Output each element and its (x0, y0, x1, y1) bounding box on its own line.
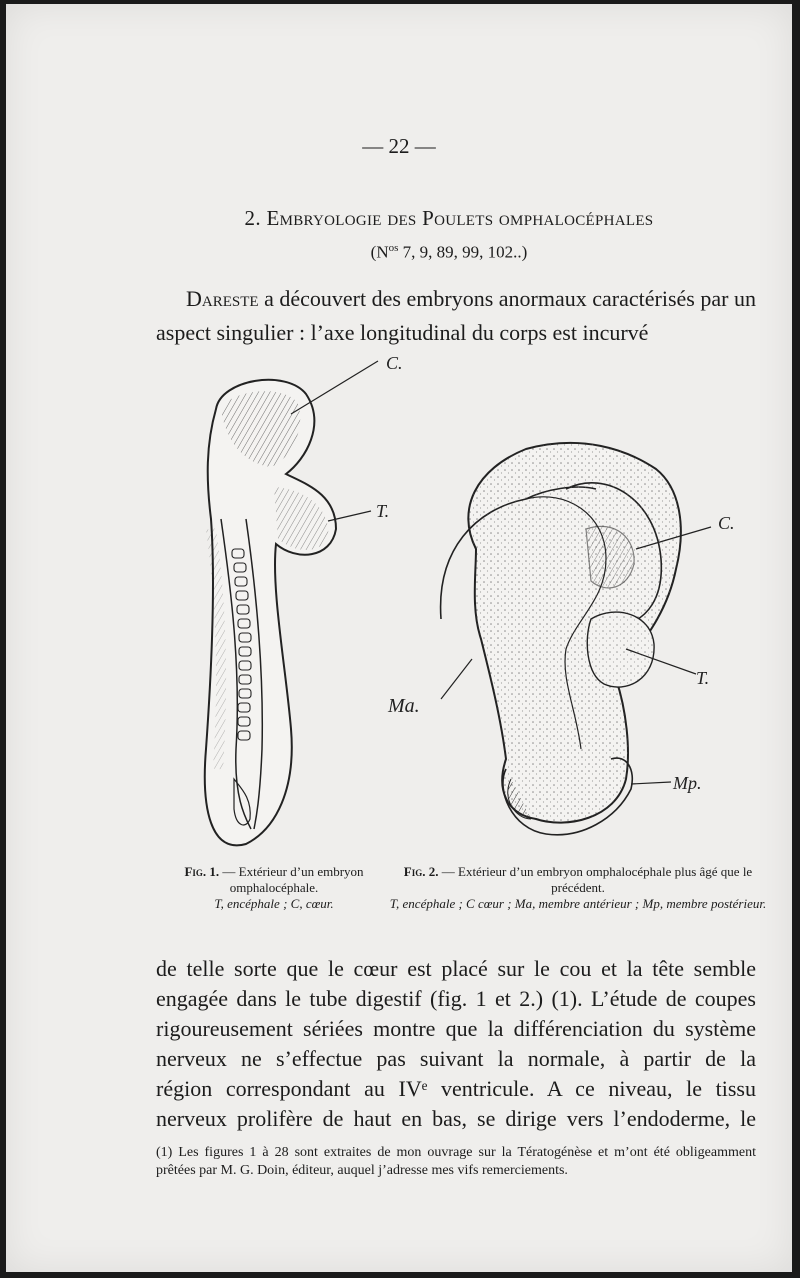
fig1-label-c: C. (386, 353, 403, 373)
footnote: (1) Les figures 1 à 28 sont extraites de mon ouvrage sur la Tératogénèse et m’ont été obligeamment prêtées par M. G. Doin, éditeur, auquel j’adresse mes vifs remerciements. (156, 1145, 756, 1178)
fig1-caption-legend: T, encéphale ; C, cœur. (214, 896, 334, 911)
refs-prefix: N (376, 242, 389, 262)
embryo-illustrations (6, 349, 792, 859)
body-line: nerveux prolifère de haut en bas, se dirige vers l’endoderme, le (156, 1106, 756, 1131)
page-number: — 22 — (362, 134, 436, 158)
intro-author: Dareste (186, 286, 259, 311)
refs-sup: os (388, 242, 399, 254)
fig2-caption-legend: T, encéphale ; C cœur ; Ma, membre antérieur ; Mp, membre postérieur. (389, 896, 767, 911)
intro-paragraph (156, 282, 756, 350)
fig1-caption-text: — Extérieur d’un embryon omphalocéphale. (219, 864, 364, 895)
body-paragraph (156, 954, 756, 1134)
fig2-caption-text: — Extérieur d’un embryon omphalocéphale plus âgé que le précédent. (438, 864, 753, 895)
body-line: rigoureusement sériées montre que la différenciation du système (156, 1016, 756, 1041)
section-number: 2. (244, 206, 261, 230)
figure-2-caption (388, 864, 768, 912)
fig1-caption-label: Fig. 1. (184, 864, 220, 879)
section-title-text: Embryologie des Poulets omphalocéphales (266, 206, 654, 230)
fig2-label-t: T. (696, 668, 710, 688)
body-line: région correspondant au IVᵉ ventricule. A ce niveau, le tissu (156, 1076, 756, 1101)
figure-2-drawing (441, 443, 711, 835)
figure-1-caption (174, 864, 374, 912)
section-references: ($N^{os}$ 7, 9, 89, 99, 102..) (370, 242, 528, 262)
body-line: engagée dans le tube digestif (fig. 1 et 2.) (1). L’étude de coupes (156, 986, 756, 1011)
fig2-label-c: C. (718, 513, 735, 533)
fig1-label-t: T. (376, 501, 390, 521)
body-line: nerveux ne s’effectue pas suivant la normale, à partir de la (156, 1046, 756, 1071)
figures-area (6, 349, 792, 859)
fig2-caption-label: Fig. 2. (403, 864, 439, 879)
figure-1-drawing (205, 361, 378, 845)
intro-text: a découvert des embryons anormaux caractérisés par un aspect singulier : l’axe longitudinal du corps est incurvé (156, 286, 756, 345)
book-page (6, 4, 792, 1272)
section-title (6, 206, 800, 231)
fig2-label-mp: Mp. (673, 773, 702, 793)
body-line: de telle sorte que le cœur est placé sur le cou et la tête semble (156, 956, 756, 981)
refs-rest: 7, 9, 89, 99, 102. (398, 242, 518, 262)
fig2-label-ma: Ma. (388, 695, 420, 717)
